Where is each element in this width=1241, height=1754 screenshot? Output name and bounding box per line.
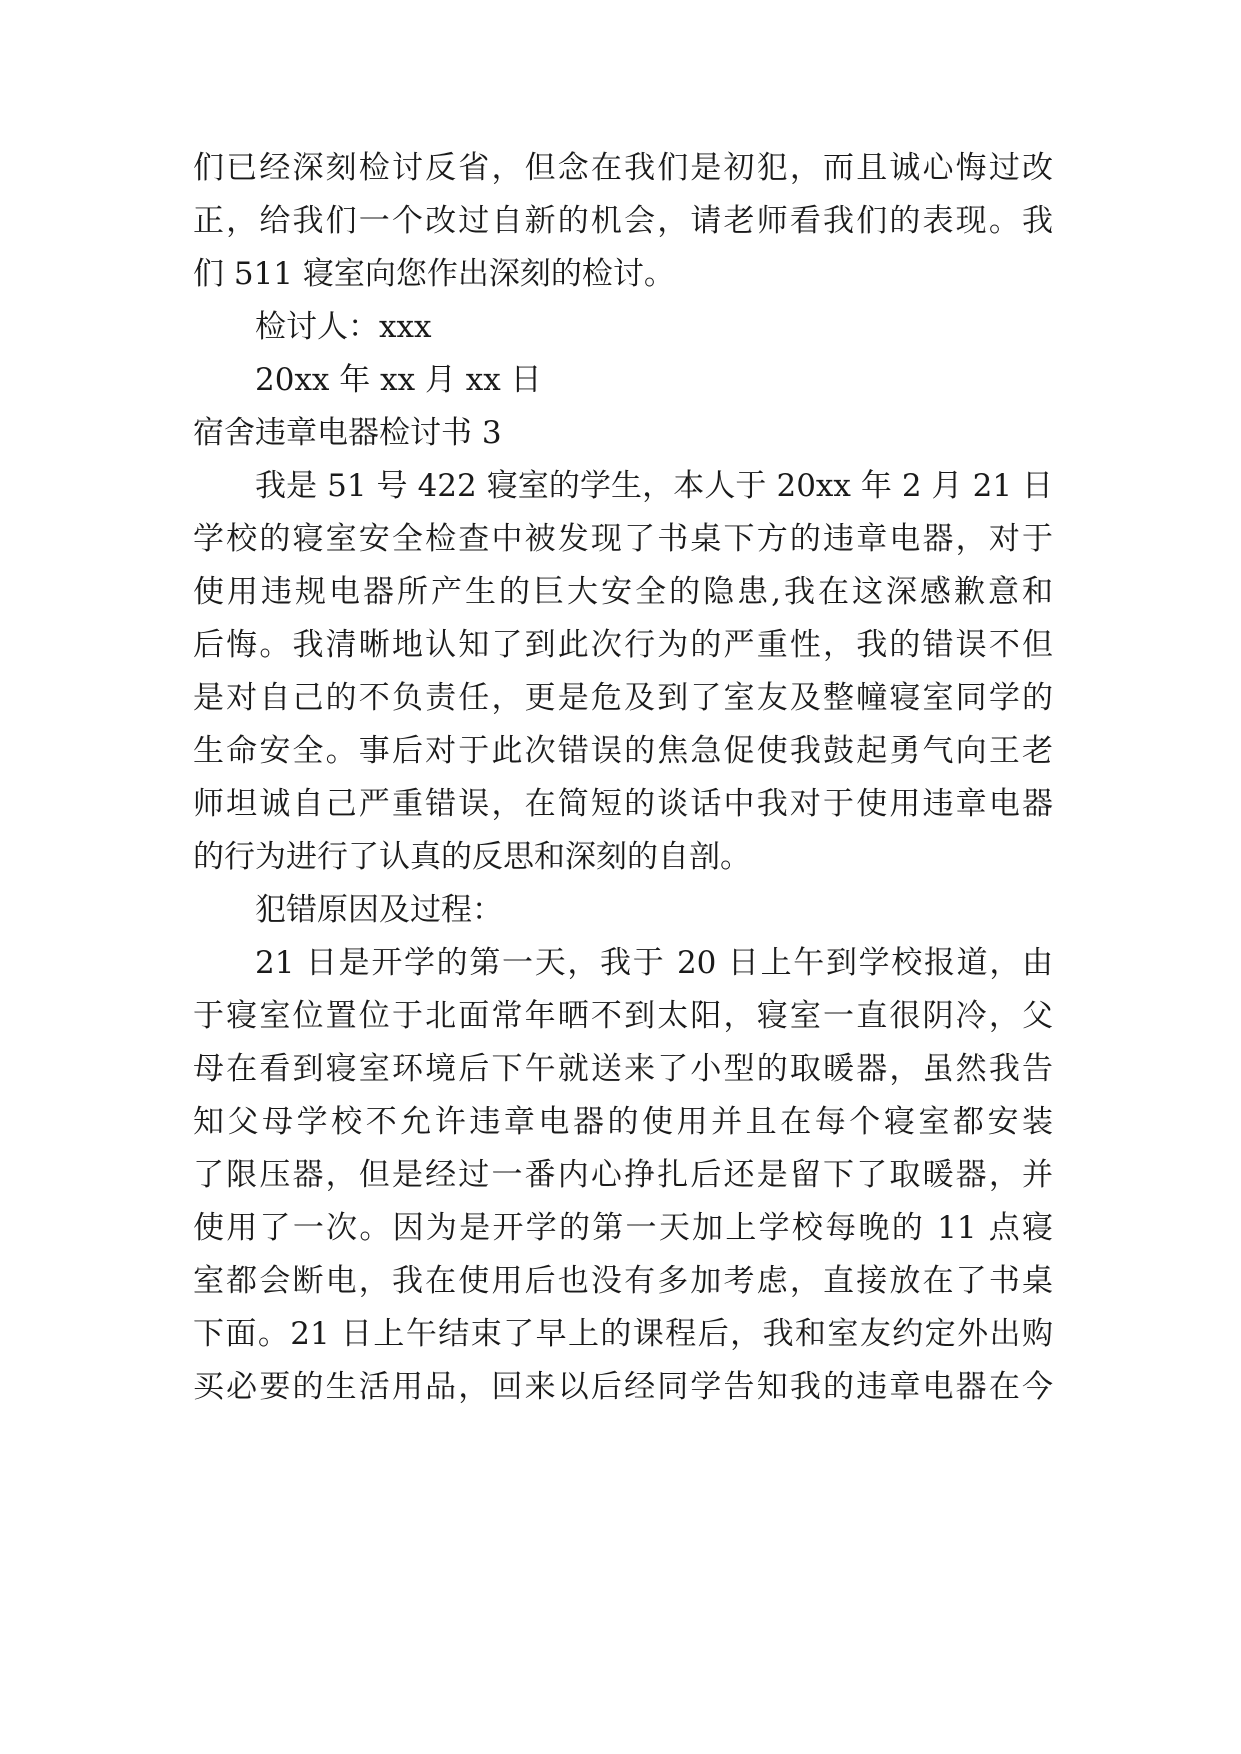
body-line: 们 511 寝室向您作出深刻的检讨。 — [193, 256, 675, 292]
body-line: 生命安全。事后对于此次错误的焦急促使我鼓起勇气向王老 — [193, 733, 1053, 769]
body-line: 室都会断电，我在使用后也没有多加考虑，直接放在了书桌 — [193, 1263, 1053, 1299]
body-line: 正，给我们一个改过自新的机会，请老师看我们的表现。我 — [193, 203, 1053, 239]
body-line: 买必要的生活用品，回来以后经同学告知我的违章电器在今 — [193, 1369, 1053, 1405]
body-line: 是对自己的不负责任，更是危及到了室友及整幢寝室同学的 — [193, 680, 1053, 716]
body-line: 们已经深刻检讨反省，但念在我们是初犯，而且诚心悔过改 — [193, 150, 1053, 186]
body-line: 21 日是开学的第一天，我于 20 日上午到学校报道，由 — [255, 945, 1053, 981]
body-line: 的行为进行了认真的反思和深刻的自剖。 — [193, 839, 751, 875]
body-line: 母在看到寝室环境后下午就送来了小型的取暖器，虽然我告 — [193, 1051, 1053, 1087]
body-line: 了限压器，但是经过一番内心挣扎后还是留下了取暖器，并 — [193, 1157, 1053, 1193]
date-line: 20xx 年 xx 月 xx 日 — [255, 362, 542, 398]
signature-line: 检讨人：xxx — [255, 309, 432, 345]
body-line: 于寝室位置位于北面常年晒不到太阳，寝室一直很阴冷，父 — [193, 998, 1053, 1034]
body-line: 下面。21 日上午结束了早上的课程后，我和室友约定外出购 — [193, 1316, 1053, 1352]
body-line: 使用违规电器所产生的巨大安全的隐患,我在这深感歉意和 — [193, 574, 1053, 610]
body-line: 学校的寝室安全检查中被发现了书桌下方的违章电器，对于 — [193, 521, 1053, 557]
subheading: 犯错原因及过程： — [255, 892, 503, 928]
body-line: 我是 51 号 422 寝室的学生，本人于 20xx 年 2 月 21 日 — [255, 468, 1053, 504]
body-line: 使用了一次。因为是开学的第一天加上学校每晚的 11 点寝 — [193, 1210, 1053, 1246]
section-title: 宿舍违章电器检讨书 3 — [193, 415, 502, 451]
body-line: 师坦诚自己严重错误，在简短的谈话中我对于使用违章电器 — [193, 786, 1053, 822]
body-line: 后悔。我清晰地认知了到此次行为的严重性，我的错误不但 — [193, 627, 1053, 663]
body-line: 知父母学校不允许违章电器的使用并且在每个寝室都安装 — [193, 1104, 1053, 1140]
